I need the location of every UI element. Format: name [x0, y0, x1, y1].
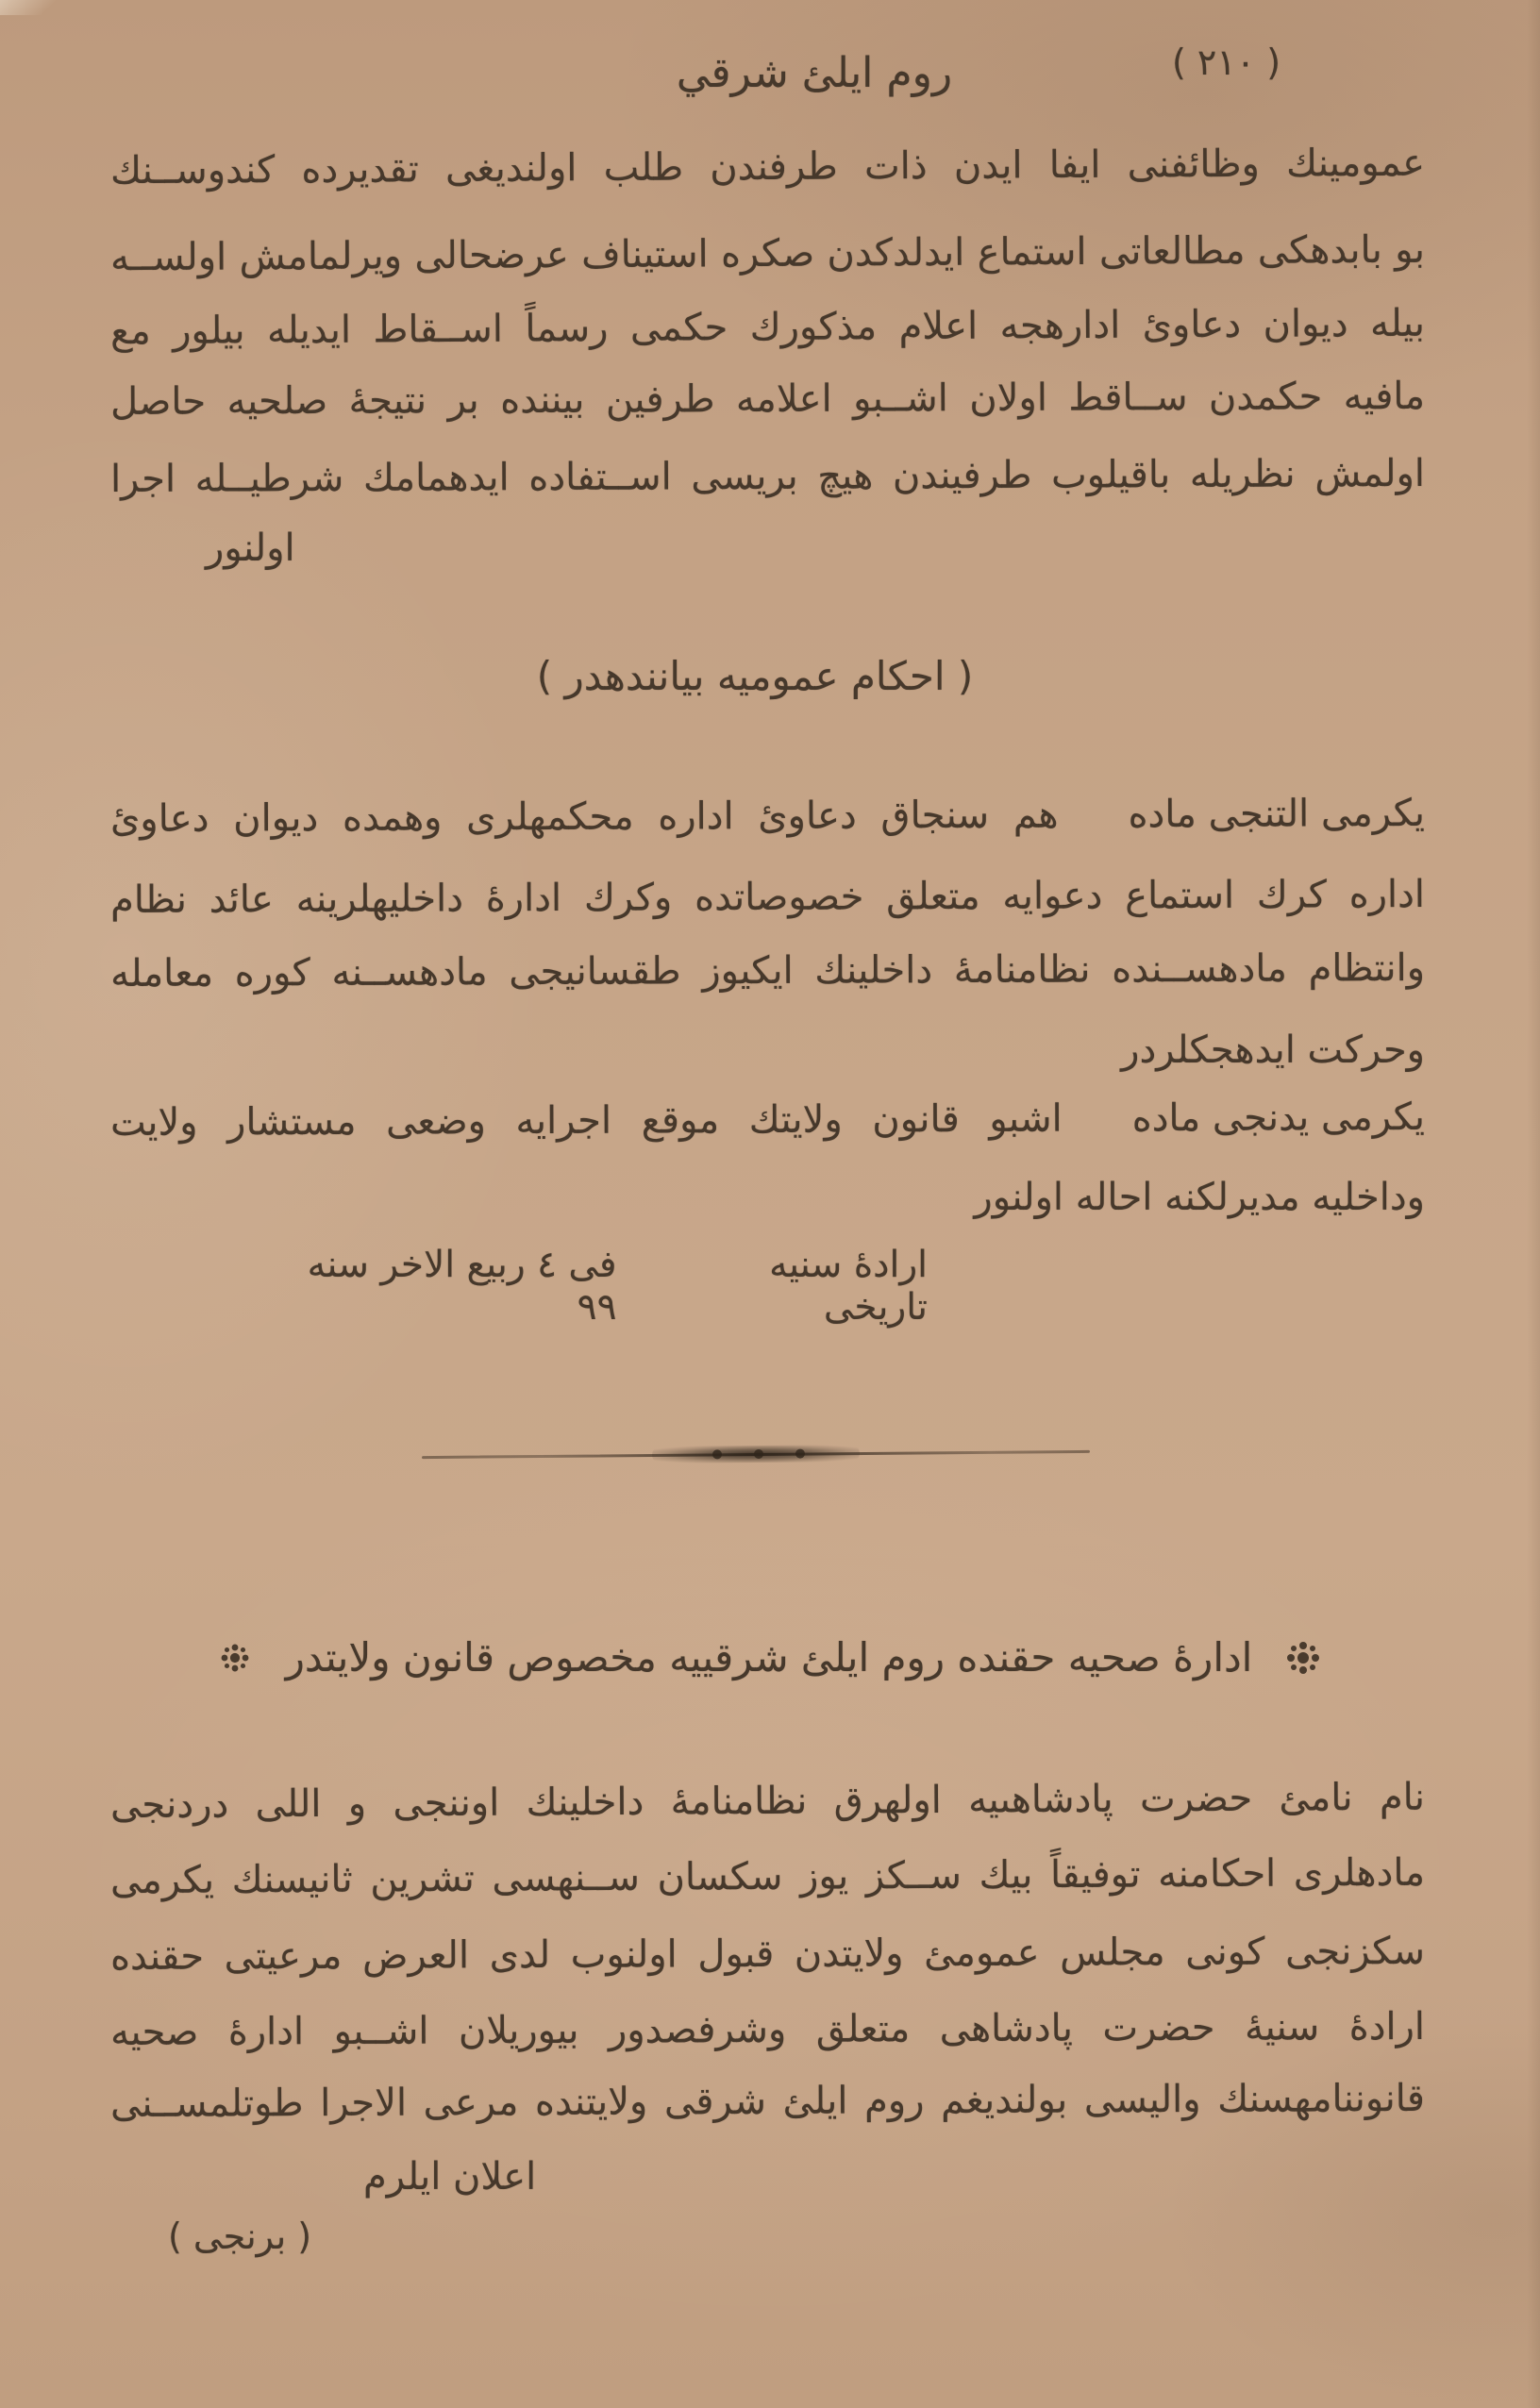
- article26-label: يكرمى التنجى ماده: [1128, 791, 1426, 837]
- page-number: ( ٢١٠ ): [1172, 42, 1281, 83]
- paragraph1-line: عمومينك وظائفنى ايفا ايدن ذات طرفندن طلب اولنديغى تقديرده كندوســنك: [109, 141, 1426, 193]
- page-title: روم ايلئ شرقي: [676, 49, 953, 97]
- rosette-icon: [1284, 1639, 1322, 1677]
- ornamental-divider: [422, 1439, 1090, 1469]
- section-heading-row: [109, 1634, 1430, 1681]
- paragraph1-last-word: اولنور: [206, 527, 295, 570]
- paper-edge-shade: [1527, 0, 1540, 2408]
- divider-dot: [795, 1449, 805, 1459]
- article26-line: اداره كرك استماع دعوايه متعلق خصوصاتده وكرك ادارهٔ داخليهلرينه عائد نظام: [109, 872, 1426, 923]
- general-provisions-heading: ( احكام عموميه بيانندهدر ): [536, 653, 974, 699]
- paragraph1-line: اولمش نظريله باقيلوب طرفيندن هيچ بريسى اســتفاده ايدهمامك شرطيــله اجرا: [109, 451, 1426, 502]
- decree-date-label: ارادهٔ سنيه تاريخى: [769, 1244, 928, 1329]
- article27-first-line: [110, 1088, 1425, 1152]
- article26-first-line: [110, 784, 1425, 848]
- proclamation-line: ارادهٔ سنيهٔ حضرت پادشاهى متعلق وشرفصدور بيوريلان اشــبو ادارهٔ صحيه: [109, 2004, 1426, 2055]
- decree-date-value: فى ٤ ربيع الاخر سنه ٩٩: [307, 1244, 617, 1329]
- catchword: ( برنجى ): [168, 2216, 312, 2257]
- rosette-icon: [219, 1642, 251, 1674]
- proclamation-last-words: اعلان ايلرم: [363, 2155, 537, 2199]
- paragraph1-line: بو بابدهكى مطالعاتى استماع ايدلدكدن صكره استيناف عرضحالى ويرلمامش اولســه: [109, 227, 1426, 280]
- article26-first-text: هم سنجاق دعاوئ اداره محكمهلرى وهمده ديوان دعاوئ: [109, 793, 1059, 842]
- divider-dot: [754, 1449, 763, 1459]
- proclamation-line: قانوننامهسنك واليسى بولنديغم روم ايلئ شرقى ولايتنده مرعى الاجرا طوتلمســنى: [109, 2076, 1426, 2127]
- article26-line: وانتظام مادهســنده نظامنامهٔ داخلينك ايكيوز طقسانيجى مادهســنه كوره معامله: [109, 945, 1426, 996]
- article27-last-line: وداخليه مديرلكنه احاله اولنور: [974, 1176, 1425, 1219]
- paper-corner-highlight: [0, 0, 66, 15]
- proclamation-line: نام نامئ حضرت پادشاهىيه اولهرق نظامنامهٔ داخلينك اوننجى و اللى دردنجى: [109, 1775, 1426, 1828]
- proclamation-line: سكزنجى كونى مجلس عمومئ ولايتدن قبول اولنوب لدى العرض مرعيتى حقنده: [109, 1929, 1426, 1980]
- paragraph1-line: بيله ديوان دعاوئ ادارهجه اعلام مذكورك حكمى رسماً اســقاط ايديله بيلور مع: [109, 301, 1426, 354]
- article27-label: يكرمى يدنجى ماده: [1131, 1095, 1426, 1141]
- section-title: ادارهٔ صحيه حقنده روم ايلئ شرقييه مخصوص قانون ولايتدر: [285, 1634, 1253, 1681]
- proclamation-line: مادهلرى احكامنه توفيقاً بيك ســكز يوز سكسان ســنهسى تشرين ثانيسنك يكرمى: [109, 1850, 1426, 1903]
- article26-last-line: وحركت ايدهجكلردر: [1121, 1028, 1425, 1072]
- decree-date-line: [267, 1244, 928, 1329]
- divider-dot: [712, 1449, 722, 1459]
- article27-first-text: اشبو قانون ولايتك موقع اجرايه وضعى مستشار ولايت: [109, 1096, 1063, 1145]
- paragraph1-line: مافيه حكمدن ســاقط اولان اشــبو اعلامه طرفين بيننده بر نتيجهٔ صلحيه حاصل: [109, 374, 1426, 425]
